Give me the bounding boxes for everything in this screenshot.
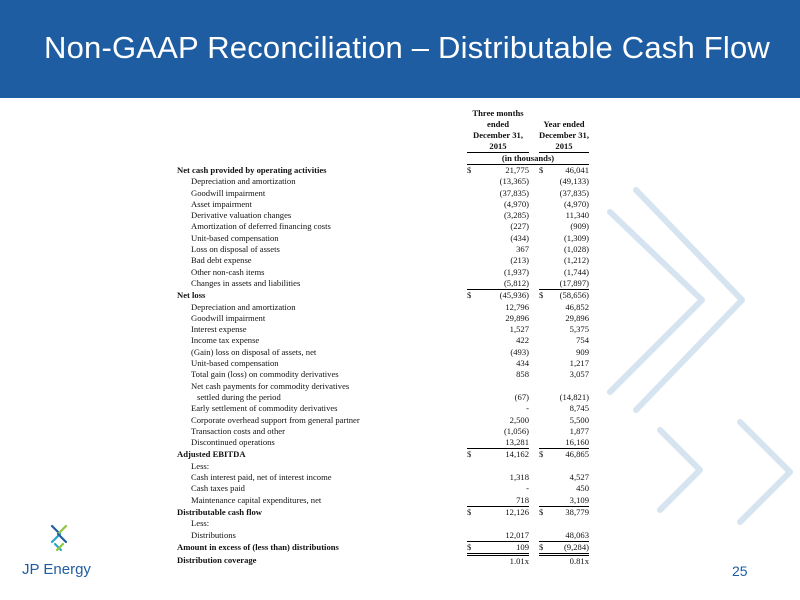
- year-value: (37,835): [559, 187, 589, 198]
- column-gap: [529, 437, 539, 449]
- currency-symbol: [467, 369, 479, 380]
- year-value: (1,309): [563, 232, 589, 243]
- three-months-value: 12,017: [479, 530, 529, 542]
- currency-symbol: [467, 472, 479, 483]
- row-label: Transaction costs and other: [191, 425, 285, 436]
- table-row: [177, 415, 589, 426]
- col2-header-line: 2015: [539, 141, 589, 153]
- currency-symbol: [467, 176, 479, 187]
- column-gap: [529, 403, 539, 414]
- column-gap: [529, 541, 539, 554]
- table-row: [177, 426, 589, 437]
- row-label: Less:: [191, 518, 210, 529]
- currency-symbol: [467, 392, 479, 403]
- row-label: Asset impairment: [191, 198, 252, 209]
- three-months-value: 12,126: [505, 506, 529, 517]
- three-months-value: (213): [510, 255, 529, 266]
- currency-symbol: [467, 426, 479, 437]
- column-gap: [529, 392, 539, 403]
- row-label: Bad debt expense: [191, 255, 252, 266]
- three-months-value: (4,970): [503, 198, 529, 209]
- col1-header-line: Three months: [472, 108, 524, 118]
- currency-symbol: [539, 313, 553, 324]
- currency-symbol: [539, 233, 553, 244]
- column-gap: [529, 199, 539, 210]
- column-gap: [529, 324, 539, 335]
- currency-symbol: [539, 495, 553, 507]
- year-value: [553, 518, 589, 529]
- row-label: Distributable cash flow: [177, 506, 262, 517]
- row-label: Other non-cash items: [191, 266, 265, 277]
- year-value: 4,527: [569, 472, 589, 483]
- table-row: [177, 313, 589, 324]
- currency-symbol: [467, 495, 479, 507]
- table-row: [177, 381, 589, 392]
- table-row: [177, 541, 589, 554]
- three-months-value: (67): [514, 391, 529, 402]
- currency-symbol: $: [467, 290, 472, 301]
- table-row: [177, 302, 589, 313]
- currency-symbol: $: [467, 541, 479, 554]
- table-row: [177, 324, 589, 335]
- row-label: Loss on disposal of assets: [191, 244, 280, 255]
- three-months-value: [479, 381, 529, 392]
- reconciliation-table: [177, 108, 589, 567]
- year-value: 11,340: [565, 210, 589, 221]
- table-row: [177, 210, 589, 221]
- currency-symbol: [539, 483, 553, 494]
- column-gap: [529, 426, 539, 437]
- year-value: 48,063: [553, 530, 589, 542]
- currency-symbol: [539, 555, 553, 568]
- three-months-value: 367: [516, 244, 529, 255]
- row-label: Goodwill impairment: [191, 187, 266, 198]
- row-label: Depreciation and amortization: [191, 301, 296, 312]
- row-label: settled during the period: [197, 391, 281, 402]
- currency-symbol: [539, 221, 553, 232]
- column-gap: [529, 449, 539, 461]
- table-row: [177, 495, 589, 507]
- row-label: Adjusted EBITDA: [177, 449, 246, 460]
- table-row: [177, 483, 589, 494]
- three-months-value: 109: [479, 541, 529, 554]
- column-gap: [529, 255, 539, 266]
- column-gap: [529, 278, 539, 290]
- year-value: 29,896: [565, 312, 589, 323]
- currency-symbol: $: [539, 541, 553, 554]
- year-value: 16,160: [553, 437, 589, 449]
- currency-symbol: [539, 267, 553, 278]
- currency-symbol: $: [467, 165, 472, 175]
- column-gap: [529, 483, 539, 494]
- year-value: 5,375: [569, 324, 589, 335]
- row-label: Distributions: [191, 529, 236, 540]
- table-row: [177, 165, 589, 177]
- three-months-value: (13,365): [499, 176, 529, 187]
- currency-symbol: [467, 267, 479, 278]
- row-label: Depreciation and amortization: [191, 176, 296, 187]
- column-gap: [529, 461, 539, 472]
- year-value: 1,217: [569, 358, 589, 369]
- column-gap: [529, 472, 539, 483]
- currency-symbol: [539, 472, 553, 483]
- year-value: (1,744): [563, 266, 589, 277]
- three-months-value: 2,500: [509, 414, 529, 425]
- table-row: [177, 290, 589, 302]
- currency-symbol: [539, 518, 553, 529]
- currency-symbol: [467, 255, 479, 266]
- year-value: 46,865: [565, 449, 589, 460]
- row-label: Interest expense: [191, 324, 247, 335]
- row-label: Unit-based compensation: [191, 358, 279, 369]
- currency-symbol: $: [467, 449, 472, 460]
- currency-symbol: [539, 381, 553, 392]
- three-months-value: 718: [479, 495, 529, 507]
- currency-symbol: [467, 347, 479, 358]
- table-row: [177, 403, 589, 414]
- currency-symbol: [539, 324, 553, 335]
- three-months-value: 12,796: [505, 301, 529, 312]
- row-label: Net cash provided by operating activities: [177, 164, 327, 175]
- three-months-value: 1.01x: [509, 556, 529, 567]
- column-gap: [529, 530, 539, 542]
- year-value: [553, 461, 589, 472]
- column-gap: [529, 302, 539, 313]
- three-months-value: (45,936): [499, 290, 529, 301]
- currency-symbol: [539, 335, 553, 346]
- column-gap: [529, 555, 539, 568]
- three-months-value: -: [526, 403, 529, 414]
- col1-header-line: ended: [487, 119, 509, 129]
- year-value: 3,109: [553, 495, 589, 507]
- currency-symbol: [467, 233, 479, 244]
- row-label: Early settlement of commodity derivatives: [191, 403, 338, 414]
- currency-symbol: [467, 403, 479, 414]
- row-label: Net cash payments for commodity derivatives: [191, 380, 350, 391]
- currency-symbol: [539, 369, 553, 380]
- table-row: [177, 472, 589, 483]
- row-label: Changes in assets and liabilities: [191, 278, 301, 289]
- three-months-value: 858: [516, 369, 529, 380]
- table-row: [177, 461, 589, 472]
- column-gap: [529, 233, 539, 244]
- currency-symbol: [467, 530, 479, 542]
- col2-header-line: December 31,: [539, 130, 589, 140]
- year-value: 0.81x: [569, 556, 589, 567]
- three-months-value: 422: [516, 335, 529, 346]
- table-row: [177, 221, 589, 232]
- currency-symbol: [467, 358, 479, 369]
- year-value: 1,877: [569, 425, 589, 436]
- table-row: [177, 530, 589, 542]
- title-bar: [0, 0, 800, 98]
- row-label: Maintenance capital expenditures, net: [191, 494, 322, 505]
- column-gap: [529, 176, 539, 187]
- table-row: [177, 506, 589, 518]
- table-row: [177, 199, 589, 210]
- currency-symbol: [539, 255, 553, 266]
- currency-symbol: [467, 199, 479, 210]
- table-row: [177, 358, 589, 369]
- currency-symbol: $: [467, 506, 472, 517]
- table-row: [177, 369, 589, 380]
- currency-symbol: [467, 324, 479, 335]
- year-value: (14,821): [559, 391, 589, 402]
- table-row: [177, 437, 589, 449]
- currency-symbol: [467, 415, 479, 426]
- three-months-value: (5,812): [479, 278, 529, 290]
- table-row: [177, 347, 589, 358]
- three-months-value: 1,527: [509, 324, 529, 335]
- currency-symbol: [467, 518, 479, 529]
- row-label: Cash interest paid, net of interest income: [191, 472, 332, 483]
- column-gap: [529, 381, 539, 392]
- column-gap: [529, 347, 539, 358]
- year-value: (17,897): [553, 278, 589, 290]
- three-months-value: [479, 518, 529, 529]
- three-months-value: (227): [510, 221, 529, 232]
- three-months-value: -: [526, 483, 529, 494]
- three-months-value: 434: [516, 358, 529, 369]
- column-gap: [529, 495, 539, 507]
- table-row: [177, 188, 589, 199]
- currency-symbol: $: [539, 165, 544, 175]
- currency-symbol: [467, 381, 479, 392]
- year-value: 38,779: [565, 506, 589, 517]
- three-months-value: [479, 461, 529, 472]
- year-value: [553, 381, 589, 392]
- currency-symbol: [467, 188, 479, 199]
- year-value: 46,041: [565, 165, 589, 175]
- currency-symbol: [539, 347, 553, 358]
- currency-symbol: [539, 244, 553, 255]
- col1-header-line: 2015: [467, 141, 529, 153]
- row-label: Total gain (loss) on commodity derivatives: [191, 369, 339, 380]
- year-value: 450: [576, 483, 589, 494]
- currency-symbol: [539, 188, 553, 199]
- row-label: Distribution coverage: [177, 555, 257, 566]
- table-row: [177, 392, 589, 403]
- three-months-value: (3,285): [503, 210, 529, 221]
- year-value: (58,656): [559, 290, 589, 301]
- year-value: (4,970): [563, 198, 589, 209]
- currency-symbol: [539, 358, 553, 369]
- table-row: [177, 255, 589, 266]
- units-label: (in thousands): [467, 153, 589, 165]
- column-gap: [529, 290, 539, 302]
- currency-symbol: [467, 210, 479, 221]
- currency-symbol: [539, 302, 553, 313]
- row-label: Cash taxes paid: [191, 483, 245, 494]
- currency-symbol: [467, 461, 479, 472]
- currency-symbol: [539, 392, 553, 403]
- row-label: Net loss: [177, 290, 206, 301]
- column-gap: [529, 244, 539, 255]
- three-months-value: (434): [510, 232, 529, 243]
- column-gap: [529, 506, 539, 518]
- currency-symbol: [539, 426, 553, 437]
- column-gap: [529, 335, 539, 346]
- col2-header-line: Year ended: [543, 119, 585, 129]
- three-months-value: 1,318: [509, 472, 529, 483]
- table-row: [177, 176, 589, 187]
- currency-symbol: [539, 403, 553, 414]
- currency-symbol: [467, 335, 479, 346]
- currency-symbol: [467, 437, 479, 449]
- currency-symbol: $: [539, 506, 544, 517]
- row-label: Income tax expense: [191, 335, 260, 346]
- currency-symbol: [467, 244, 479, 255]
- table-row: [177, 449, 589, 461]
- column-gap: [529, 518, 539, 529]
- row-label: Unit-based compensation: [191, 232, 279, 243]
- row-label: Derivative valuation changes: [191, 210, 292, 221]
- table-row: [177, 233, 589, 244]
- three-months-value: 14,162: [505, 449, 529, 460]
- currency-symbol: [539, 278, 553, 290]
- currency-symbol: [539, 415, 553, 426]
- three-months-value: 21,775: [505, 165, 529, 175]
- table-row: [177, 244, 589, 255]
- table-row: [177, 518, 589, 529]
- row-label: Amount in excess of (less than) distributions: [177, 542, 339, 553]
- row-label: (Gain) loss on disposal of assets, net: [191, 346, 317, 357]
- column-gap: [529, 188, 539, 199]
- year-value: 8,745: [569, 403, 589, 414]
- row-label: Corporate overhead support from general partner: [191, 414, 360, 425]
- column-gap: [529, 267, 539, 278]
- column-gap: [529, 221, 539, 232]
- table-row: [177, 267, 589, 278]
- currency-symbol: $: [539, 449, 544, 460]
- three-months-value: 29,896: [505, 312, 529, 323]
- row-label: Discontinued operations: [191, 437, 275, 448]
- currency-symbol: [539, 210, 553, 221]
- year-value: 3,057: [569, 369, 589, 380]
- currency-symbol: [467, 221, 479, 232]
- column-gap: [529, 358, 539, 369]
- table-row: [177, 555, 589, 568]
- year-value: 46,852: [565, 301, 589, 312]
- column-gap: [529, 415, 539, 426]
- three-months-value: (1,056): [503, 425, 529, 436]
- slide-title: Non-GAAP Reconciliation – Distributable Cash Flow: [44, 30, 770, 65]
- currency-symbol: [539, 530, 553, 542]
- logo-text: JP Energy: [22, 561, 91, 578]
- currency-symbol: [467, 302, 479, 313]
- year-value: (1,212): [563, 255, 589, 266]
- three-months-value: 13,281: [479, 437, 529, 449]
- row-label: Goodwill impairment: [191, 312, 266, 323]
- year-value: (9,284): [553, 541, 589, 554]
- table-row: [177, 335, 589, 346]
- column-gap: [529, 165, 539, 177]
- year-value: 909: [576, 346, 589, 357]
- currency-symbol: [539, 461, 553, 472]
- three-months-value: (1,937): [503, 266, 529, 277]
- currency-symbol: [467, 555, 479, 568]
- year-value: 754: [576, 335, 589, 346]
- currency-symbol: [539, 199, 553, 210]
- table-row: [177, 278, 589, 290]
- row-label: Amortization of deferred financing costs: [191, 221, 331, 232]
- currency-symbol: [467, 313, 479, 324]
- currency-symbol: [467, 278, 479, 290]
- page-number: 25: [732, 563, 748, 579]
- table-body: [177, 165, 589, 568]
- currency-symbol: [539, 176, 553, 187]
- row-label: Less:: [191, 460, 210, 471]
- currency-symbol: [539, 437, 553, 449]
- currency-symbol: $: [539, 290, 544, 301]
- currency-symbol: [467, 483, 479, 494]
- three-months-value: (37,835): [499, 187, 529, 198]
- col1-header-line: December 31,: [473, 130, 523, 140]
- year-value: (49,133): [559, 176, 589, 187]
- three-months-value: (493): [510, 346, 529, 357]
- year-value: (1,028): [563, 244, 589, 255]
- year-value: (909): [570, 221, 589, 232]
- year-value: 5,500: [569, 414, 589, 425]
- column-gap: [529, 210, 539, 221]
- column-gap: [529, 369, 539, 380]
- column-gap: [529, 313, 539, 324]
